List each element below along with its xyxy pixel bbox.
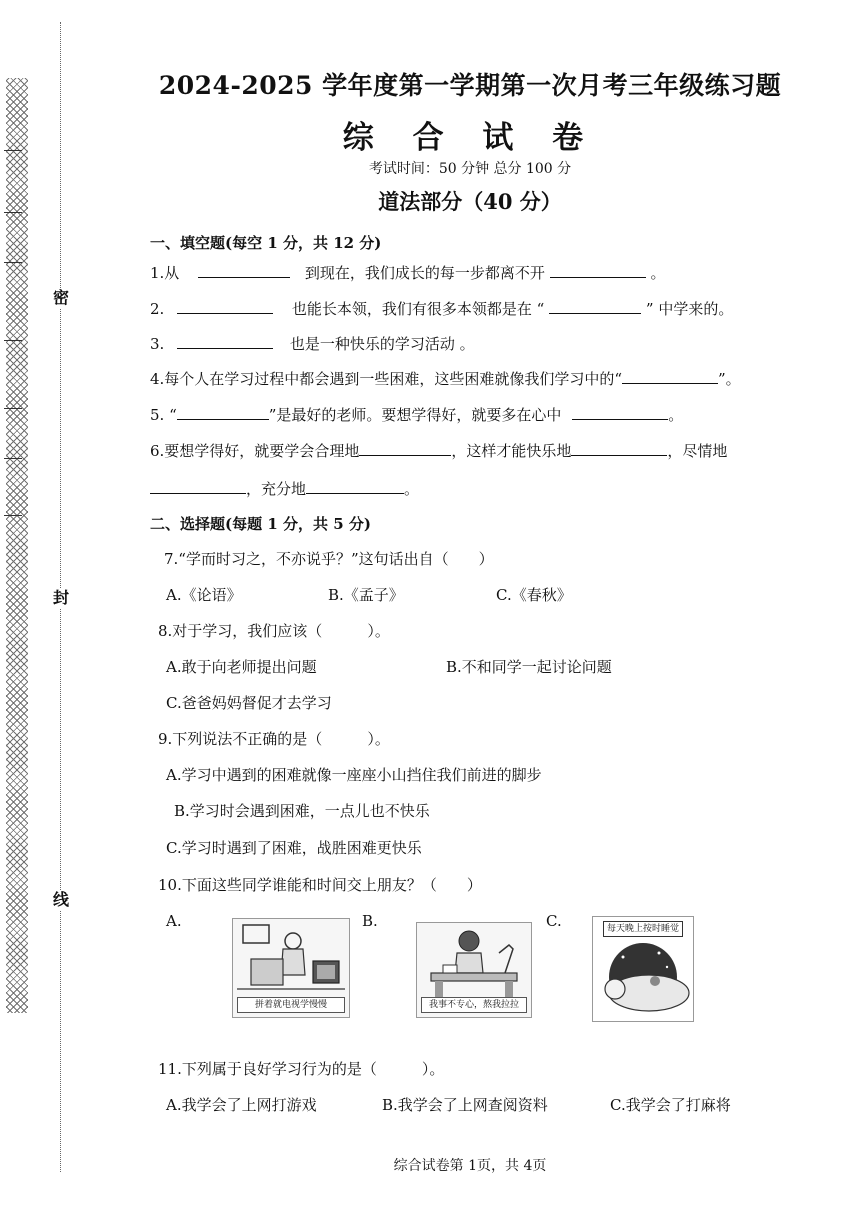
q1-blank-2[interactable] [550, 263, 646, 278]
exam-subtitle: 综 合 试 卷 [342, 120, 598, 156]
desk-scene-illustration [417, 923, 531, 999]
q10-image-c-caption: 每天晚上按时睡觉 [603, 921, 683, 937]
binding-pattern [6, 78, 28, 1013]
q10-option-a[interactable]: A. [166, 912, 182, 930]
q5-blank-1[interactable] [177, 405, 269, 420]
question-5 [150, 404, 683, 425]
q6-text-a: 6.要想学得好，就要学会合理地 [150, 442, 360, 460]
q11-option-a[interactable]: A.我学会了上网打游戏 [166, 1096, 317, 1114]
q6-blank-4[interactable] [306, 479, 404, 494]
q6-text-e: 。 [404, 480, 420, 498]
q5-text-b: ”是最好的老师。要想学得好，就要多在心中 [268, 406, 562, 424]
q10-image-a[interactable] [232, 918, 350, 1018]
q2-number: 2. [150, 300, 165, 318]
q2-blank-2[interactable] [549, 299, 641, 314]
q3-blank-1[interactable] [177, 334, 273, 349]
binding-margin [0, 0, 70, 1216]
q10-image-b-caption: 我事不专心，熬我拉拉 [421, 997, 527, 1013]
exam-title: 2024-2025 学年度第一学期第一次月考三年级练习题 [158, 71, 782, 100]
q10-option-c[interactable]: C. [546, 912, 562, 930]
q6-text-c: ，尽情地 [667, 442, 728, 460]
question-4 [150, 368, 741, 389]
q4-text-a: 4.每个人在学习过程中都会遇到一些困难，这些困难就像我们学习中的“ [150, 370, 622, 388]
q5-text-c: 。 [668, 406, 684, 424]
binding-tick [4, 458, 22, 459]
page-footer: 综合试卷第 1页，共 4页 [393, 1158, 547, 1174]
q2-text-c: ” 中学来的。 [645, 300, 734, 318]
question-2 [150, 298, 733, 319]
q9-option-b[interactable]: B.学习时会遇到困难，一点儿也不快乐 [174, 802, 430, 820]
binding-tick [4, 212, 22, 213]
q6-text-d: ，充分地 [246, 480, 307, 498]
q2-blank-1[interactable] [177, 299, 273, 314]
q5-text-a: 5. “ [150, 406, 177, 424]
binding-tick [4, 408, 22, 409]
q6-blank-2[interactable] [571, 441, 667, 456]
binding-tick [4, 150, 22, 151]
seal-char-xian: 线 [52, 890, 69, 909]
q8-stem: 8.对于学习，我们应该（ ）。 [158, 622, 390, 640]
q3-number: 3. [150, 335, 165, 353]
tv-scene-illustration [233, 919, 349, 999]
q8-option-a[interactable]: A.敢于向老师提出问题 [166, 658, 317, 676]
seal-char-feng: 封 [52, 588, 69, 607]
question-6-cont [150, 478, 419, 499]
exam-info: 考试时间：50 分钟 总分 100 分 [368, 161, 572, 177]
q3-text: 也是一种快乐的学习活动 。 [289, 335, 475, 353]
q7-stem: 7.“学而时习之，不亦说乎？”这句话出自（ ） [164, 550, 494, 568]
section-title: 道法部分（40 分） [378, 189, 562, 214]
q4-blank-1[interactable] [622, 369, 718, 384]
q9-stem: 9.下列说法不正确的是（ ）。 [158, 730, 390, 748]
q10-option-b[interactable]: B. [362, 912, 378, 930]
q7-option-a[interactable]: A.《论语》 [166, 586, 242, 604]
q9-option-a[interactable]: A.学习中遇到的困难就像一座座小山挡住我们前进的脚步 [166, 766, 542, 784]
q11-option-b[interactable]: B.我学会了上网查阅资料 [382, 1096, 548, 1114]
part1-heading: 一、填空题(每空 1 分，共 12 分) [150, 234, 382, 252]
question-3 [150, 333, 475, 354]
q7-option-c[interactable]: C.《春秋》 [496, 586, 572, 604]
question-6 [150, 440, 727, 461]
q6-text-b: ，这样才能快乐地 [451, 442, 572, 460]
q11-stem: 11.下列属于良好学习行为的是（ ）。 [158, 1060, 445, 1078]
q1-text-b: 到现在，我们成长的每一步都离不开 [304, 264, 545, 282]
q5-blank-2[interactable] [572, 405, 668, 420]
q9-option-c[interactable]: C.学习时遇到了困难，战胜困难更快乐 [166, 839, 422, 857]
q4-text-b: ”。 [717, 370, 741, 388]
q2-text-b: 也能长本领，我们有很多本领都是在 “ [291, 300, 545, 318]
q10-image-b[interactable] [416, 922, 532, 1018]
binding-tick [4, 340, 22, 341]
binding-tick [4, 515, 22, 516]
q1-text-c: 。 [650, 264, 666, 282]
q6-blank-1[interactable] [359, 441, 451, 456]
q7-option-b[interactable]: B.《孟子》 [328, 586, 404, 604]
sleeping-scene-illustration [593, 937, 693, 1021]
question-1 [150, 262, 665, 283]
q6-blank-3[interactable] [150, 479, 246, 494]
q11-option-c[interactable]: C.我学会了打麻将 [610, 1096, 731, 1114]
q8-option-b[interactable]: B.不和同学一起讨论问题 [446, 658, 612, 676]
q10-image-a-caption: 拼着就电视学慢慢 [237, 997, 345, 1013]
seal-char-mi: 密 [52, 288, 69, 307]
q10-image-c[interactable] [592, 916, 694, 1022]
q1-blank-1[interactable] [198, 263, 290, 278]
part2-heading: 二、选择题(每题 1 分，共 5 分) [150, 515, 371, 533]
binding-tick [4, 262, 22, 263]
q1-text-a: 1.从 [150, 264, 180, 282]
q8-option-c[interactable]: C.爸爸妈妈督促才去学习 [166, 694, 332, 712]
q10-stem: 10.下面这些同学谁能和时间交上朋友？（ ） [158, 876, 482, 894]
